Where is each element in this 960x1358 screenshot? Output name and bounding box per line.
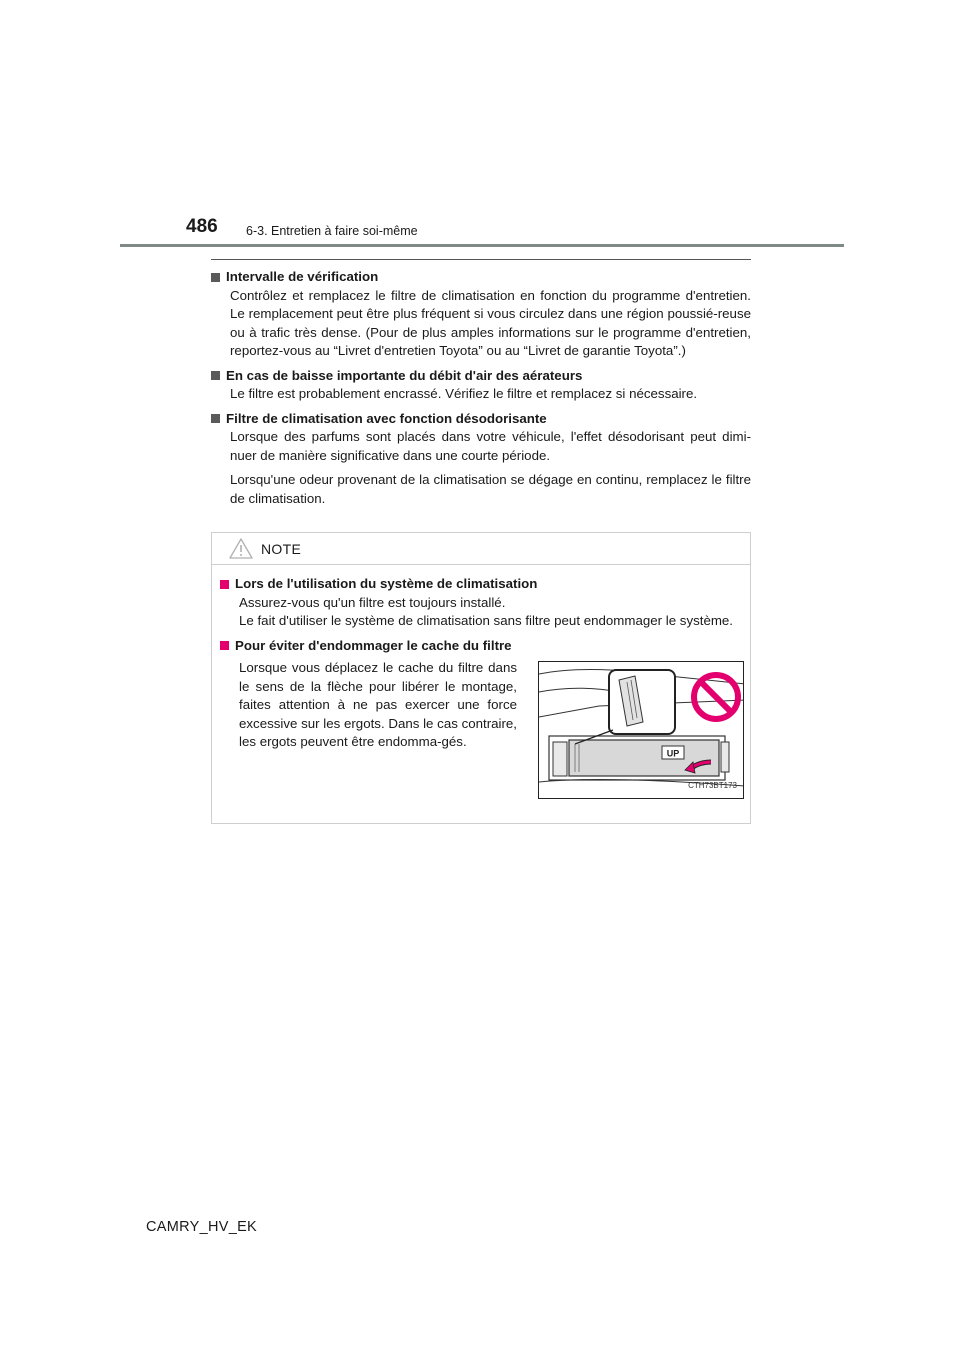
section-heading: En cas de baisse importante du débit d'air des aérateurs: [226, 367, 583, 383]
square-bullet-icon: [211, 414, 220, 423]
note-heading: Pour éviter d'endommager le cache du filtre: [235, 637, 512, 653]
note-content: [212, 565, 750, 809]
footer-model: CAMRY_HV_EK: [146, 1219, 258, 1235]
square-bullet-icon: [220, 641, 229, 650]
figure-caption-text: Lorsque vous déplacez le cache du filtre dans le sens de la flèche pour libérer le montage, faites attention à ne pas exercer une force excessive sur les ergots. Dans le cas contraire, les ergots peuvent être endomma-gés.: [239, 660, 517, 749]
section-paragraph: Lorsqu'une odeur provenant de la climatisation se dégage en continu, remplacez le filtre de climatisation.: [230, 472, 751, 506]
square-bullet-icon: [211, 371, 220, 380]
section-inspection-interval: [211, 268, 751, 361]
section-paragraph: Le filtre est probablement encrassé. Vérifiez le filtre et remplacez si nécessaire.: [230, 386, 698, 401]
filter-cover-illustration: [538, 661, 744, 799]
section-title: 6-3. Entretien à faire soi-même: [246, 224, 418, 238]
note-section-ac-usage: [220, 575, 744, 631]
header-rule: [120, 244, 844, 247]
up-label: UP: [666, 748, 680, 759]
warning-triangle-icon: [229, 538, 253, 559]
section-paragraph: Lorsque des parfums sont placés dans votre véhicule, l'effet désodorisant peut dimi-nuer de manière significative dans une courte période.: [230, 429, 751, 463]
section-airflow-drop: [211, 367, 751, 404]
note-header: [212, 533, 750, 565]
square-bullet-icon: [220, 580, 229, 589]
note-heading: Lors de l'utilisation du système de climatisation: [235, 576, 538, 591]
content-rule: [211, 259, 751, 260]
section-paragraph: Contrôlez et remplacez le filtre de climatisation en fonction du programme d'entretien. Le remplacement peut être plus fréquent si vous circulez dans une région poussié-reuse ou à trafic très dense. (Pour de plus amples informations sur le programme d'entretien, reportez-vous au “Livret d'entretien Toyota” ou au “Livret de garantie Toyota”.): [230, 287, 751, 358]
note-section-filter-cover: [220, 637, 744, 810]
note-box: [211, 532, 751, 824]
section-heading: Filtre de climatisation avec fonction désodorisante: [226, 410, 547, 426]
square-bullet-icon: [211, 273, 220, 282]
note-line: Assurez-vous qu'un filtre est toujours installé.: [239, 594, 506, 610]
note-line: Le fait d'utiliser le système de climatisation sans filtre peut endommager le système.: [239, 613, 734, 628]
figure-code: CTH73BT173: [688, 780, 737, 790]
section-heading: Intervalle de vérification: [226, 269, 379, 284]
section-deodorizing-filter: [211, 410, 751, 509]
note-label: NOTE: [261, 540, 302, 557]
main-content: [211, 268, 751, 514]
page-number: 486: [186, 216, 218, 237]
